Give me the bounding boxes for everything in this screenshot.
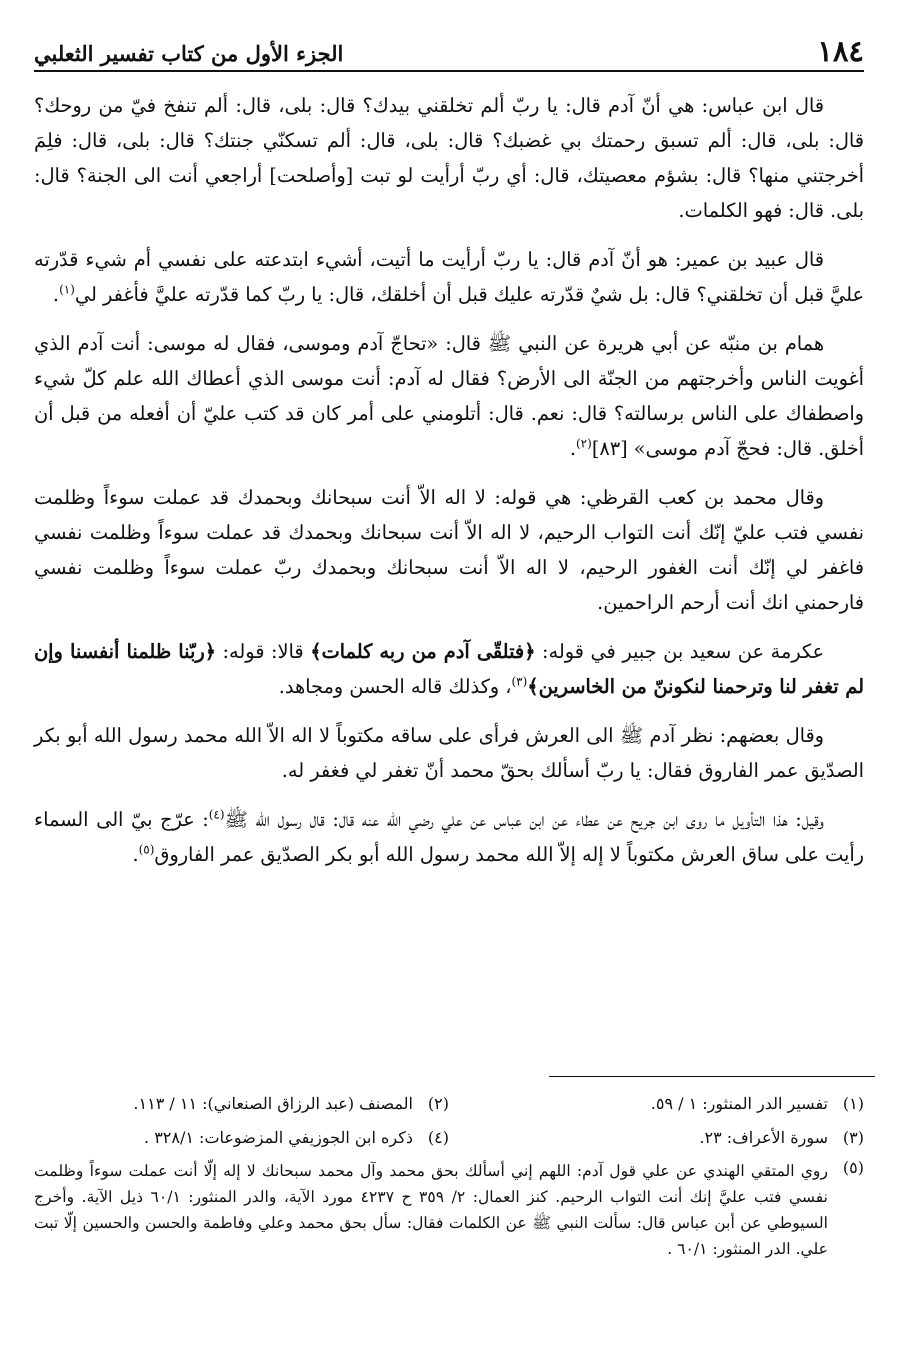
footnotes [34,1086,864,1262]
footnote-text: روي المتقي الهندي عن علي قول آدم: اللهم إني أسألك بحق محمد وآل محمد سبحانك لا إله إلّا أنت عملت سوءاً وظلمت نفسي فتب عليَّ إنك أنت التواب الرحيم. كنز العمال: ٢/ ٣٥٩ ح ٤٢٣٧ مورد الآية، والدر المنثور: ٦٠/١ ذيل الآية. وأخرج السيوطي عن أبن عباس قال: سألت النبي ﷺ عن الكلمات فقال: سأل بحق محمد وعلي وفاطمة والحسن والحسين إلّا تبت علي. الدر المنثور: ٦٠/١ . [34,1162,829,1258]
paragraph-end: . [569,437,576,460]
paragraph-text: وقيل: هذا التأويل ما روى ابن جريح عن عطاء عن ابن عباس عن علي رضي الله عنه قال: قال رسول الله ﷺ [224,808,824,831]
footnote-4 [34,1128,449,1147]
paragraph-ibn-abbas: قال ابن عباس: هي أنّ آدم قال: يا ربّ ألم تخلقني بيدك؟ قال: بلى، قال: ألم تنفخ فيّ من روحك؟ قال: بلى، قال: ألم تسبق رحمتك بي غضبك؟ قال: بلى، قال: ألم تسكنّي جنتك؟ قال: بلى، قال: فلِمَ أخرجتني منها؟ قال: بشؤم معصيتك، قال: أي ربّ أرأيت لو تبت [وأصلحت] أراجعي أنت الى الجنة؟ قال: بلى. قال: فهو الكلمات. [34,94,864,222]
footnote-ref: (٢) [575,436,592,451]
paragraph-text: قالا: قوله: [215,640,311,663]
footnote-number: (٥) [842,1158,864,1177]
footnote-text: سورة الأعراف: ٢٣. [699,1127,828,1147]
footnote-1 [449,1094,864,1113]
paragraph-muhammad-bin-kab: وقال محمد بن كعب القرظي: هي قوله: لا اله الاّ أنت سبحانك وبحمدك قد عملت سوءاً وظلمت نفسي فتب عليّ إنّك أنت التواب الرحيم، لا اله الاّ أنت سبحانك وبحمدك قد عملت سوءاً وظلمت نفسي فاغفر لي إنّك أنت الغفور الرحيم، لا اله الاّ أنت سبحانك وبحمدك ربّ عملت سوءاً وظلمت نفسي فارحمني انك أنت أرحم الراحمين. [34,486,864,614]
paragraph-hammam [34,326,864,466]
paragraph-text: همام بن منبّه عن أبي هريرة عن النبي ﷺ قال: «تحاجّ آدم وموسى، فقال له موسى: أنت آدم الذي أغويت الناس وأخرجتهم من الجنّة الى الأرض؟ فقال له آدم: أنت موسى الذي أعطاك الله علم كلّ شيء واصطفاك على الناس برسالته؟ قال: نعم. قال: أتلومني على أمر كان قد كتب عليّ أن أفعله من قبل أن أخلق. قال: فحجّ آدم موسى» [٨٣] [34,332,864,460]
paragraph-end: . [132,843,139,866]
footnote-3 [449,1128,864,1147]
footnote-number: (٤) [427,1127,449,1147]
paragraph-ubayd-bin-umayr [34,242,864,312]
footnote-ref: (٤) [208,807,225,822]
footnote-text: تفسير الدر المنثور: ١ / ٥٩. [650,1093,828,1113]
footnote-text: المصنف (عبد الرزاق الصنعاني): ١١ / ١١٣. [133,1093,413,1113]
footnote-row [34,1120,864,1154]
running-title: الجزء الأول من كتاب تفسير الثعلبي [34,41,344,66]
paragraph-text: عكرمة عن سعيد بن جبير في قوله: [535,640,824,663]
quran-verse: ﴿ربّنا ظلمنا أنفسنا وإن لم تغفر لنا وترحمنا لنكوننّ من الخاسرين﴾ [34,640,864,698]
footnote-ref: (٣) [511,674,528,689]
footnote-text: ذكره ابن الجوزيفي المزضوعات: ٣٢٨/١ . [144,1127,413,1147]
paragraph-text: قال عبيد بن عمير: هو أنّ آدم قال: يا ربّ أرأيت ما أتيت، أشيء ابتدعته على نفسي أم شيء قدّرته عليَّ قبل أن تخلقني؟ قال: بل شيٌ قدّرته عليك قبل أن أخلقك، قال: يا ربّ كما قدّرته عليَّ فأغفر لي [34,248,864,306]
footnote-number: (٣) [842,1127,864,1147]
footnote-number: (١) [842,1093,864,1113]
footnote-number: (٢) [427,1093,449,1113]
quran-verse: ﴿فتلقّى آدم من ربه كلمات﴾ [310,640,536,663]
paragraph-ikrima [34,634,864,704]
paragraph-interpretation [34,802,864,872]
footnote-row [34,1086,864,1120]
footnote-ref: (١) [59,282,75,297]
paragraph-end: . [52,283,60,306]
page-number: ١٨٤ [817,34,864,68]
main-text [34,88,864,886]
footnote-divider [549,1076,875,1077]
page-header [34,30,864,72]
paragraph-text: : عرّج بيّ الى السماء رأيت على ساق العرش مكتوباً لا إله إلاّ الله محمد رسول الله أبو بكر الصدّيق عمر الفاروق [34,808,864,866]
footnote-5 [34,1158,864,1262]
footnote-ref: (٥) [138,842,155,857]
footnote-2 [34,1094,449,1113]
paragraph-text: ، وكذلك قاله الحسن ومجاهد. [278,675,512,698]
paragraph-some-said: وقال بعضهم: نظر آدم ﷺ الى العرش فرأى على ساقه مكتوباً لا اله الاّ الله محمد رسول الله أبو بكر الصدّيق عمر الفاروق فقال: يا ربّ أسألك بحقّ محمد أنّ تغفر لي فغفر له. [34,724,864,782]
